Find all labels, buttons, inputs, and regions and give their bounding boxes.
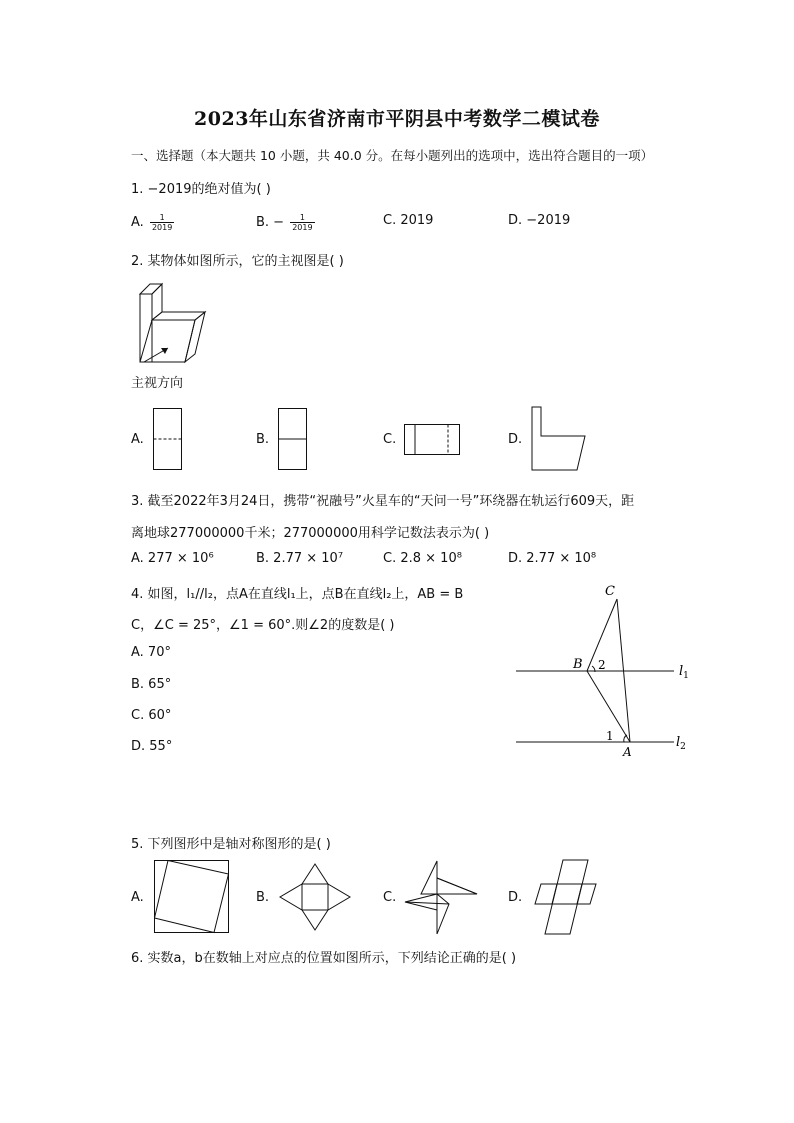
q4-label-angle2: 2 (598, 658, 606, 672)
q4-option-a: A. 70° (131, 645, 171, 660)
section-header: 一、选择题（本大题共 10 小题，共 40.0 分。在每小题列出的选项中，选出符合题目的一项） (131, 148, 654, 163)
q4-label-c: C (605, 584, 615, 599)
q4-label-l2: $l_2$ (676, 735, 686, 752)
q5-option-b-label: B. (256, 890, 270, 905)
q2-solid-figure (130, 282, 220, 372)
q4-label-b: B (573, 657, 583, 672)
q1-option-b-numerator: 1 (290, 213, 314, 223)
q4-geometry-figure (510, 580, 700, 765)
q5-option-c-figure (403, 858, 483, 938)
q2-option-b-figure (278, 408, 308, 470)
q4-stem-line1: 4. 如图，l₁//l₂，点A在直线l₁上，点B在直线l₂上，AB = B (131, 587, 464, 602)
page-title: 2023年山东省济南市平阴县中考数学二模试卷 (194, 108, 600, 130)
q3-option-a: A. 277 × 10⁶ (131, 551, 214, 566)
q5-option-a-figure (154, 860, 230, 936)
q4-label-l1: $l_1$ (679, 664, 689, 681)
q5-option-c-label: C. (383, 890, 397, 905)
q1-option-a-numerator: 1 (150, 213, 174, 223)
q3-option-d: D. 2.77 × 10⁸ (508, 551, 597, 566)
q1-option-b-fraction (290, 213, 314, 232)
q2-option-c-label: C. (383, 432, 397, 447)
q1-option-a-label: A. (131, 215, 144, 230)
q2-option-a-figure (153, 408, 183, 470)
q5-stem: 5. 下列图形中是轴对称图形的是( ) (131, 837, 331, 852)
q5-option-d-figure (530, 858, 602, 936)
q1-option-c: C. 2019 (383, 213, 434, 228)
q6-stem: 6. 实数a，b在数轴上对应点的位置如图所示，下列结论正确的是( ) (131, 951, 517, 966)
q2-stem: 2. 某物体如图所示，它的主视图是( ) (131, 254, 344, 269)
q1-option-b (256, 213, 315, 232)
q4-option-c: C. 60° (131, 708, 172, 723)
q1-option-d: D. −2019 (508, 213, 571, 228)
q3-option-b: B. 2.77 × 10⁷ (256, 551, 344, 566)
q1-option-a-denominator: 2019 (151, 223, 173, 232)
q5-option-a-label: A. (131, 890, 144, 905)
q1-option-b-label: B. − (256, 215, 285, 230)
q1-option-a (131, 213, 174, 232)
q1-stem: 1. −2019的绝对值为( ) (131, 182, 271, 197)
q4-label-a: A (623, 745, 632, 759)
q2-option-a-label: A. (131, 432, 144, 447)
q4-option-b: B. 65° (131, 677, 172, 692)
q4-label-angle1: 1 (606, 729, 614, 743)
q5-option-b-figure (278, 860, 354, 936)
q2-option-c-figure (404, 424, 462, 456)
q2-option-b-label: B. (256, 432, 270, 447)
q2-option-d-label: D. (508, 432, 523, 447)
q1-option-a-fraction (150, 213, 174, 232)
q2-view-direction-label: 主视方向 (131, 376, 184, 391)
q4-stem-line2: C，∠C = 25°，∠1 = 60°.则∠2的度数是( ) (131, 618, 395, 633)
q1-option-b-denominator: 2019 (292, 223, 313, 232)
q2-option-d-figure (531, 406, 587, 472)
q3-stem-line1: 3. 截至2022年3月24日，携带“祝融号”火星车的“天问一号”环绕器在轨运行609天，距 (131, 494, 635, 509)
q3-stem-line2: 离地球277000000千米；277000000用科学记数法表示为( ) (131, 526, 490, 541)
q5-option-d-label: D. (508, 890, 523, 905)
q3-option-c: C. 2.8 × 10⁸ (383, 551, 462, 566)
q4-option-d: D. 55° (131, 739, 173, 754)
